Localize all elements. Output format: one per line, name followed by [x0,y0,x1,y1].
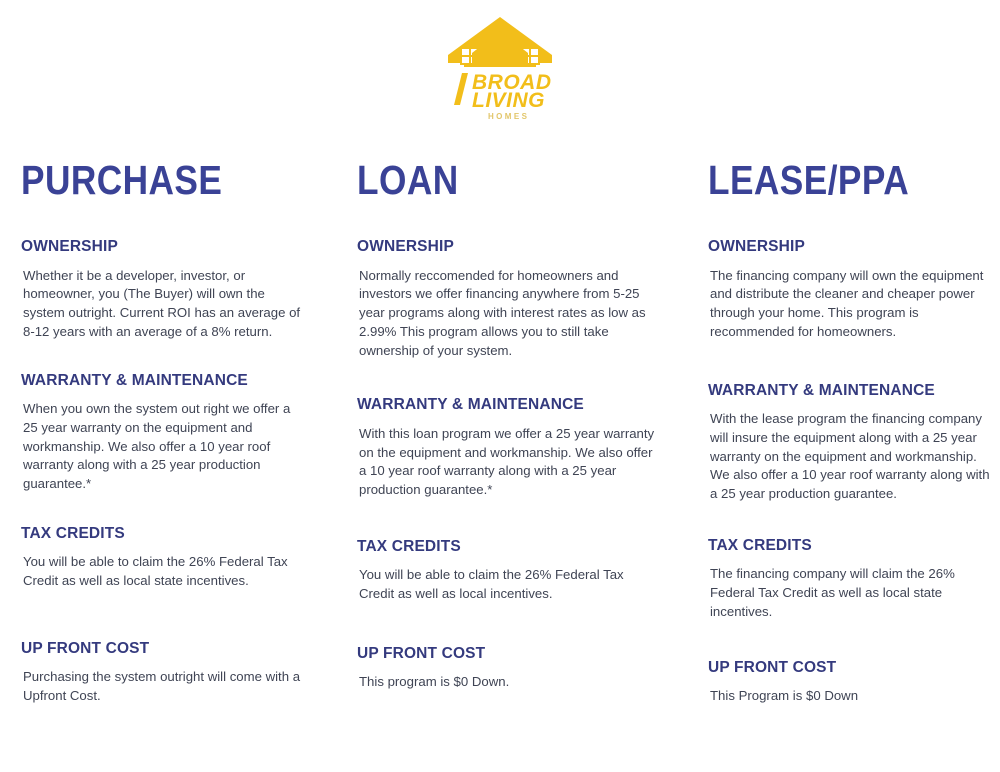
section-heading-ownership: OWNERSHIP [357,238,454,255]
section-warranty-maintenance [21,372,307,494]
option-column-lease-ppa [698,128,1000,706]
section-heading-up-front-cost: UP FRONT COST [708,658,837,676]
section-body-up-front-cost: This Program is $0 Down [710,688,859,704]
section-up-front-cost [357,645,660,692]
section-heading-warranty-maintenance: WARRANTY & MAINTENANCE [21,371,248,389]
column-title-lease-ppa: LEASE/PPA [708,157,910,203]
section-warranty-maintenance [357,396,660,500]
section-heading-tax-credits: TAX CREDITS [21,524,125,542]
section-body-ownership: Normally reccomended for homeowners and investors we offer financing anywhere from 5-25 year programs along with interest rates as low as 2.99% This program allows you to still take ownership of your system. [359,267,646,358]
section-heading-up-front-cost: UP FRONT COST [357,644,486,662]
section-body-warranty-maintenance: With the lease program the financing company will insure the equipment along with a 25 year warranty on the equipment and workmanship. We also offer a 10 year roof warranty along with a 25 year production guarantee. [710,411,990,502]
section-up-front-cost [708,659,990,706]
section-ownership [21,238,307,342]
section-heading-up-front-cost: UP FRONT COST [21,639,150,657]
column-title-loan: LOAN [357,157,459,203]
section-body-warranty-maintenance: When you own the system out right we offer a 25 year warranty on the equipment and workmanship. We also offer a 10 year roof warranty along with a 25 year production guarantee.* [23,401,291,492]
section-ownership [708,238,990,342]
section-body-tax-credits: The financing company will claim the 26% Federal Tax Credit as well as local state incentives. [710,566,955,619]
house-logo-icon [440,11,560,123]
section-heading-tax-credits: TAX CREDITS [357,537,461,555]
section-body-up-front-cost: This program is $0 Down. [359,674,510,690]
section-tax-credits [21,525,307,591]
section-body-ownership: The financing company will own the equipment and distribute the cleaner and cheaper power through your home. This program is recommended for homeowners. [710,267,984,339]
section-body-warranty-maintenance: With this loan program we offer a 25 year warranty on the equipment and workmanship. We also offer a 10 year roof warranty along with a 25 year production guarantee.* [359,425,655,498]
section-tax-credits [357,538,660,604]
section-ownership [357,238,660,360]
section-body-up-front-cost: Purchasing the system outright will come with a Upfront Cost. [23,669,301,704]
section-heading-ownership: OWNERSHIP [21,238,118,255]
section-body-tax-credits: You will be able to claim the 26% Federal Tax Credit as well as local incentives. [359,567,624,602]
option-column-purchase [0,128,347,706]
brand-logo-header [0,0,1000,128]
section-warranty-maintenance [708,382,990,504]
section-tax-credits [708,537,990,622]
section-up-front-cost [21,640,307,706]
financing-options-columns [0,128,1000,706]
section-heading-ownership: OWNERSHIP [708,238,805,255]
section-body-tax-credits: You will be able to claim the 26% Federal Tax Credit as well as local state incentives. [23,554,288,589]
column-title-purchase: PURCHASE [21,157,223,203]
section-heading-warranty-maintenance: WARRANTY & MAINTENANCE [708,381,935,399]
section-heading-tax-credits: TAX CREDITS [708,536,812,554]
logo-text-homes: HOMES [488,112,530,121]
logo-text-living: LIVING [472,89,546,112]
logo-text-broad: BROAD [472,71,552,94]
section-heading-warranty-maintenance: WARRANTY & MAINTENANCE [357,396,584,414]
option-column-loan [347,128,698,706]
section-body-ownership: Whether it be a developer, investor, or homeowner, you (The Buyer) will own the system outright. Current ROI has an average of 8-12 years with an average of a 8% return. [23,267,301,339]
